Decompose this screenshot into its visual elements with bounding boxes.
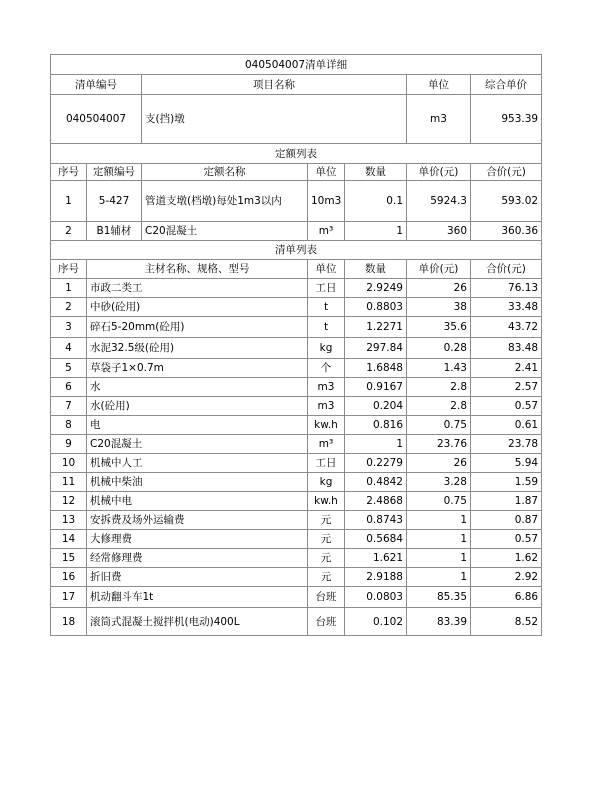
quota-cell: 5924.3 [407,181,471,222]
list-cell: 1 [407,530,471,549]
quota-cell: 360 [407,222,471,241]
list-cell: 2.9249 [345,279,407,298]
quota-header-cell: 数量 [345,164,407,181]
list-cell: 1.621 [345,549,407,568]
list-cell: 6.86 [471,587,542,608]
list-cell: 机械中人工 [87,454,308,473]
list-cell: 1.2271 [345,317,407,338]
list-cell: 草袋子1×0.7m [87,359,308,378]
quota-header-cell: 序号 [51,164,87,181]
list-cell: 机械中柴油 [87,473,308,492]
list-cell: 33.48 [471,298,542,317]
list-cell: 大修理费 [87,530,308,549]
list-cell: 1 [51,279,87,298]
list-cell: m³ [308,435,345,454]
list-cell: 1.43 [407,359,471,378]
list-cell: 0.4842 [345,473,407,492]
list-header-cell: 数量 [345,260,407,279]
list-cell: 机械中电 [87,492,308,511]
list-cell: 0.75 [407,492,471,511]
quota-header-cell: 合价(元) [471,164,542,181]
list-cell: 83.48 [471,338,542,359]
list-cell: 26 [407,279,471,298]
quota-cell: 管道支墩(档墩)每处1m3以内 [142,181,308,222]
quota-row [51,181,542,222]
list-row [51,378,542,397]
quota-cell: 5-427 [87,181,142,222]
list-cell: 11 [51,473,87,492]
header-name: 项目名称 [142,75,407,95]
list-cell: 2.8 [407,378,471,397]
list-cell: 4 [51,338,87,359]
list-cell: 0.816 [345,416,407,435]
list-cell: 35.6 [407,317,471,338]
list-cell: 水 [87,378,308,397]
list-cell: 1.87 [471,492,542,511]
list-cell: 水(砼用) [87,397,308,416]
quota-header-cell: 单位 [308,164,345,181]
list-cell: 0.9167 [345,378,407,397]
list-cell: 43.72 [471,317,542,338]
list-cell: 18 [51,608,87,636]
list-cell: 0.57 [471,397,542,416]
list-cell: 经常修理费 [87,549,308,568]
list-cell: 0.0803 [345,587,407,608]
list-row [51,416,542,435]
list-cell: 安拆费及场外运输费 [87,511,308,530]
list-cell: 0.28 [407,338,471,359]
quota-cell: 2 [51,222,87,241]
list-cell: 中砂(砼用) [87,298,308,317]
list-cell: 14 [51,530,87,549]
list-row [51,473,542,492]
list-cell: 2.8 [407,397,471,416]
list-header-cell: 序号 [51,260,87,279]
list-header-cell: 单价(元) [407,260,471,279]
sheet-title: 040504007清单详细 [51,55,542,75]
list-cell: 2.9188 [345,568,407,587]
list-header-cell: 单位 [308,260,345,279]
list-cell: 2.57 [471,378,542,397]
list-cell: 9 [51,435,87,454]
list-cell: 5 [51,359,87,378]
list-cell: 元 [308,511,345,530]
item-unit: m3 [407,95,471,144]
header-code: 清单编号 [51,75,142,95]
list-cell: 2 [51,298,87,317]
item-code: 040504007 [51,95,142,144]
list-row [51,568,542,587]
list-cell: 滚筒式混凝土搅拌机(电动)400L [87,608,308,636]
list-row [51,511,542,530]
list-cell: 23.78 [471,435,542,454]
list-row [51,435,542,454]
item-price: 953.39 [471,95,542,144]
list-cell: m3 [308,397,345,416]
quota-cell: 593.02 [471,181,542,222]
list-cell: 1 [345,435,407,454]
list-cell: 0.87 [471,511,542,530]
list-cell: kw.h [308,492,345,511]
list-header-row [51,260,542,279]
list-cell: 元 [308,549,345,568]
list-cell: 76.13 [471,279,542,298]
list-cell: 13 [51,511,87,530]
list-cell: 1.59 [471,473,542,492]
list-cell: 3.28 [407,473,471,492]
list-cell: 2.41 [471,359,542,378]
quota-header-cell: 定额编号 [87,164,142,181]
list-cell: 1.62 [471,549,542,568]
list-row [51,359,542,378]
list-cell: 3 [51,317,87,338]
list-cell: 元 [308,568,345,587]
item-name: 支(挡)墩 [142,95,407,144]
list-row [51,549,542,568]
list-cell: 0.8803 [345,298,407,317]
list-row [51,338,542,359]
list-cell: 7 [51,397,87,416]
list-cell: 台班 [308,587,345,608]
list-cell: 工日 [308,279,345,298]
list-cell: 6 [51,378,87,397]
list-cell: C20混凝土 [87,435,308,454]
quota-cell: 1 [345,222,407,241]
list-row [51,492,542,511]
bill-detail-table [50,54,542,636]
list-cell: 297.84 [345,338,407,359]
header-unit: 单位 [407,75,471,95]
list-cell: 市政二类工 [87,279,308,298]
list-row [51,317,542,338]
quota-section-title: 定额列表 [51,144,542,164]
list-cell: 1 [407,568,471,587]
list-row [51,298,542,317]
list-cell: 1.6848 [345,359,407,378]
list-cell: 0.57 [471,530,542,549]
list-cell: 16 [51,568,87,587]
list-cell: 个 [308,359,345,378]
list-cell: 38 [407,298,471,317]
quota-header-cell: 单价(元) [407,164,471,181]
list-cell: 85.35 [407,587,471,608]
list-row [51,397,542,416]
header-price: 综合单价 [471,75,542,95]
list-cell: 水泥32.5级(砼用) [87,338,308,359]
list-cell: 10 [51,454,87,473]
list-cell: 机动翻斗车1t [87,587,308,608]
quota-cell: C20混凝土 [142,222,308,241]
list-row [51,608,542,636]
list-cell: 0.204 [345,397,407,416]
list-cell: 1 [407,511,471,530]
list-cell: 83.39 [407,608,471,636]
list-cell: kg [308,473,345,492]
bill-detail-sheet [50,54,541,636]
quota-header-cell: 定额名称 [142,164,308,181]
list-cell: t [308,298,345,317]
list-cell: 5.94 [471,454,542,473]
list-row [51,279,542,298]
list-cell: 碎石5-20mm(砼用) [87,317,308,338]
list-cell: 0.61 [471,416,542,435]
list-cell: 工日 [308,454,345,473]
quota-cell: 10m3 [308,181,345,222]
list-cell: 8.52 [471,608,542,636]
list-cell: 0.8743 [345,511,407,530]
list-cell: 元 [308,530,345,549]
quota-cell: B1辅材 [87,222,142,241]
quota-header-row [51,164,542,181]
list-cell: 0.2279 [345,454,407,473]
list-row [51,530,542,549]
list-cell: 17 [51,587,87,608]
quota-cell: m³ [308,222,345,241]
quota-cell: 0.1 [345,181,407,222]
list-row [51,454,542,473]
list-cell: 1 [407,549,471,568]
list-cell: kw.h [308,416,345,435]
list-cell: 0.5684 [345,530,407,549]
list-cell: 23.76 [407,435,471,454]
list-cell: 台班 [308,608,345,636]
list-cell: 电 [87,416,308,435]
list-cell: 2.4868 [345,492,407,511]
list-cell: 15 [51,549,87,568]
list-section-title: 清单列表 [51,241,542,260]
quota-cell: 1 [51,181,87,222]
list-cell: 折旧费 [87,568,308,587]
list-cell: kg [308,338,345,359]
list-cell: t [308,317,345,338]
list-header-cell: 合价(元) [471,260,542,279]
list-cell: 26 [407,454,471,473]
list-cell: 8 [51,416,87,435]
quota-row [51,222,542,241]
list-cell: 0.102 [345,608,407,636]
quota-cell: 360.36 [471,222,542,241]
list-row [51,587,542,608]
list-cell: 2.92 [471,568,542,587]
list-cell: 12 [51,492,87,511]
list-cell: m3 [308,378,345,397]
list-header-cell: 主材名称、规格、型号 [87,260,308,279]
list-cell: 0.75 [407,416,471,435]
